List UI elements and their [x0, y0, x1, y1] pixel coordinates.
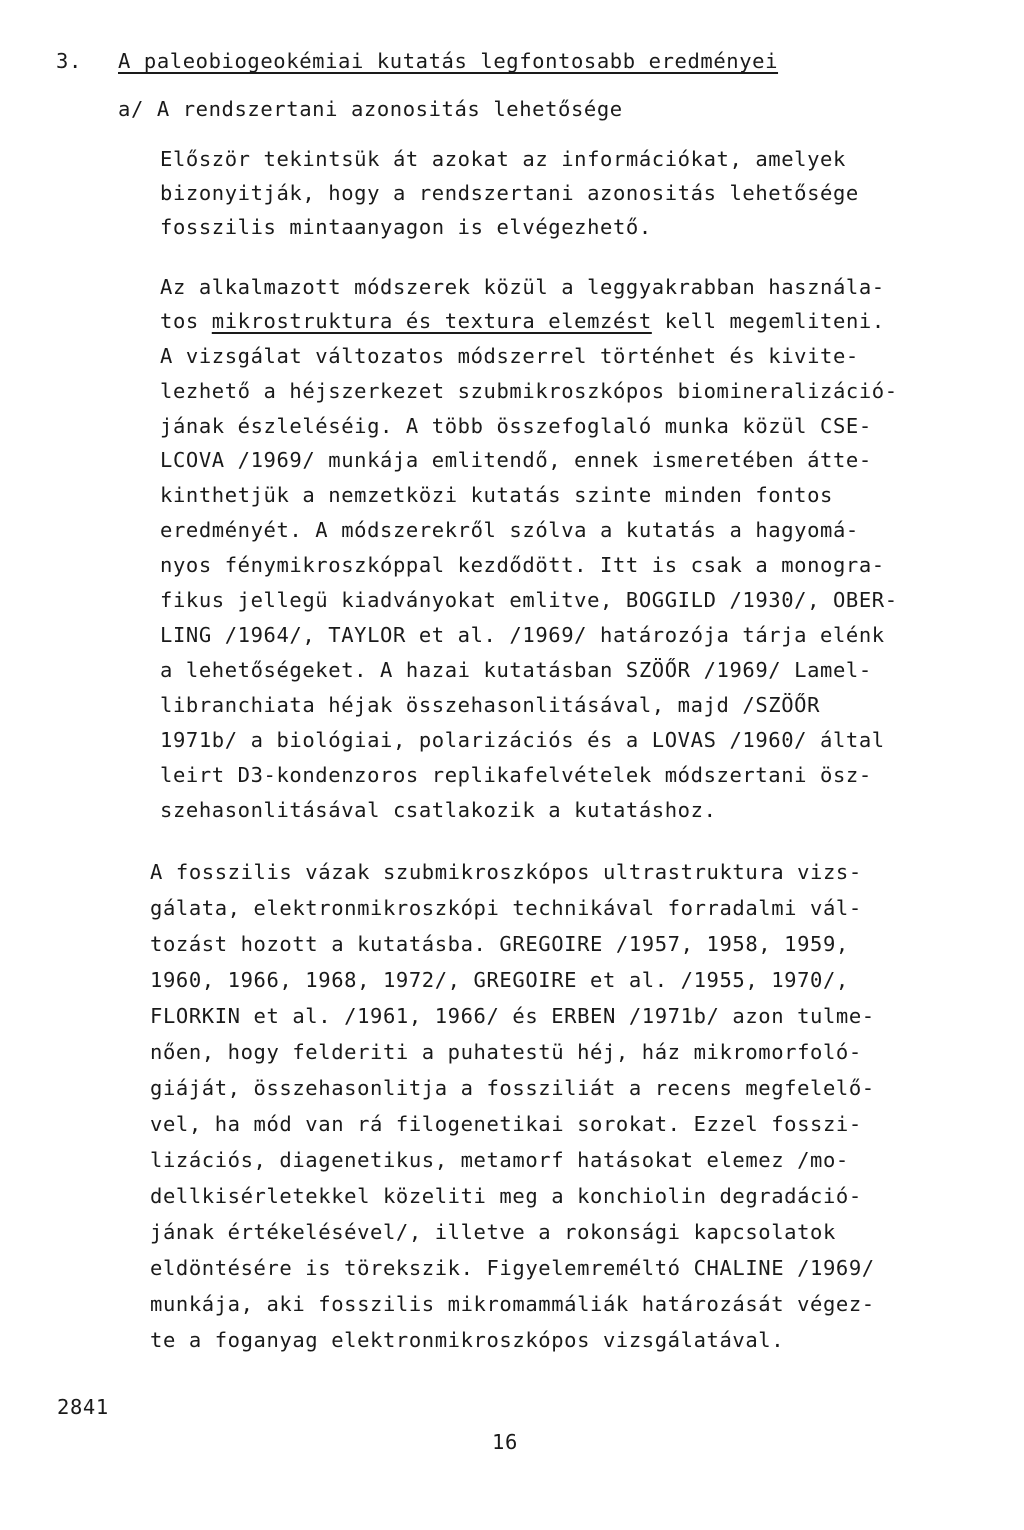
paragraph-1-line: fosszilis mintaanyagon is elvégezhető. [160, 215, 652, 239]
paragraph-2-line: Az alkalmazott módszerek közül a leggyakrabban használa- [160, 275, 885, 299]
paragraph-3-line: A fosszilis vázak szubmikroszkópos ultrastruktura vizs- [150, 860, 862, 884]
paragraph-2-line: libranchiata héjak összehasonlitásával, majd /SZÖŐR [160, 693, 821, 717]
paragraph-2-line: leirt D3-kondenzoros replikafelvételek módszertani ösz- [160, 763, 872, 787]
paragraph-3-line: 1960, 1966, 1968, 1972/, GREGOIRE et al. /1955, 1970/, [150, 968, 849, 992]
paragraph-2-line: kinthetjük a nemzetközi kutatás szinte minden fontos [160, 483, 833, 507]
paragraph-1-line: Először tekintsük át azokat az információkat, amelyek [160, 147, 846, 171]
paragraph-1-line: bizonyitják, hogy a rendszertani azonositás lehetősége [160, 181, 859, 205]
paragraph-3-line: dellkisérletekkel közeliti meg a konchiolin degradáció- [150, 1184, 862, 1208]
paragraph-2-line: lezhető a héjszerkezet szubmikroszkópos biomineralizáció- [160, 379, 898, 403]
paragraph-3-line: tozást hozott a kutatásba. GREGOIRE /1957, 1958, 1959, [150, 932, 849, 956]
page-number: 16 [492, 1430, 518, 1454]
subheading: a/ A rendszertani azonositás lehetősége [118, 97, 623, 121]
paragraph-3-line: gálata, elektronmikroszkópi technikával forradalmi vál- [150, 896, 862, 920]
paragraph-2-line: a lehetőségeket. A hazai kutatásban SZÖŐR /1969/ Lamel- [160, 658, 872, 682]
underlined-term: mikrostruktura és textura elemzést [211, 309, 652, 333]
archive-number: 2841 [57, 1395, 109, 1419]
paragraph-2-line [160, 311, 885, 332]
paragraph-3-line: munkája, aki fosszilis mikromammáliák határozását végez- [150, 1292, 875, 1316]
paragraph-3-line: nően, hogy felderiti a puhatestü héj, ház mikromorfoló- [150, 1040, 862, 1064]
line-text: kell megemliteni. [651, 309, 885, 333]
paragraph-2-line: eredményét. A módszerekről szólva a kutatás a hagyomá- [160, 518, 859, 542]
paragraph-3-line: vel, ha mód van rá filogenetikai sorokat. Ezzel fosszi- [150, 1112, 862, 1136]
paragraph-2-line: jának észleléséig. A több összefoglaló munka közül CSE- [160, 414, 872, 438]
section-number: 3. [56, 49, 82, 73]
paragraph-2-line: A vizsgálat változatos módszerrel történhet és kivite- [160, 344, 859, 368]
paragraph-3-line: eldöntésére is törekszik. Figyelemreméltó CHALINE /1969/ [150, 1256, 875, 1280]
paragraph-2-line: 1971b/ a biológiai, polarizációs és a LOVAS /1960/ által [160, 728, 885, 752]
section-title: A paleobiogeokémiai kutatás legfontosabb eredményei [118, 49, 779, 73]
paragraph-2-line: szehasonlitásával csatlakozik a kutatáshoz. [160, 798, 717, 822]
paragraph-3-line: jának értékelésével/, illetve a rokonsági kapcsolatok [150, 1220, 836, 1244]
paragraph-2-line: fikus jellegü kiadványokat emlitve, BOGGILD /1930/, OBER- [160, 588, 898, 612]
paragraph-2-line: LING /1964/, TAYLOR et al. /1969/ határozója tárja elénk [160, 623, 885, 647]
paragraph-2-line: nyos fénymikroszkóppal kezdődött. Itt is csak a monogra- [160, 553, 885, 577]
paragraph-3-line: FLORKIN et al. /1961, 1966/ és ERBEN /1971b/ azon tulme- [150, 1004, 875, 1028]
paragraph-2-line: LCOVA /1969/ munkája emlitendő, ennek ismeretében átte- [160, 448, 872, 472]
paragraph-3-line: lizációs, diagenetikus, metamorf hatásokat elemez /mo- [150, 1148, 849, 1172]
line-text: tos [160, 309, 212, 333]
paragraph-3-line: te a foganyag elektronmikroszkópos vizsgálatával. [150, 1328, 785, 1352]
paragraph-3-line: giáját, összehasonlitja a fossziliát a recens megfelelő- [150, 1076, 875, 1100]
